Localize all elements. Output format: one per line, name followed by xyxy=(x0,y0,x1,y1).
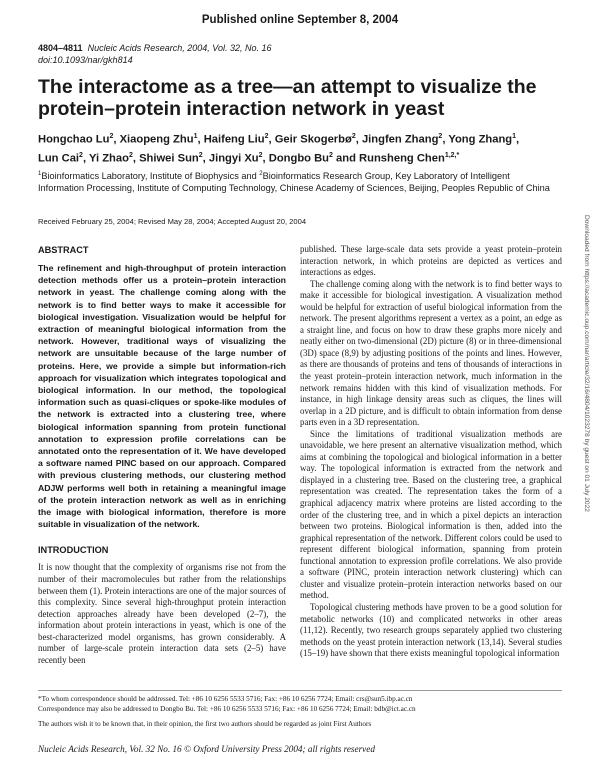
author-affiliation-marker: 2 xyxy=(198,151,203,159)
body-paragraph-3: Since the limitations of traditional visualization methods are unavoidable, we here present an alternative visualization method, which aims at combining the topological and biological information in a better way. The topological information is extracted from the network and displayed in a clustering tree. Based on the clustering tree, a graphical representation was created. The representation takes the form of a graphical adjacency matrix where proteins are listed according to the order of the clustering tree, and in which a pixel depicts an interaction between two proteins. Biological information is then, added into the graphical representation of the network. Different colors could be used to represent different biological information, spanning from protein functional annotation to expression profile correlations. We also provide a software (PINC, protein interaction network clustering) which can cluster and visualize protein–protein interaction networks based on our method. xyxy=(300,428,562,601)
author-affiliation-marker: 1,2,* xyxy=(444,151,460,159)
affil-marker-1: 1 xyxy=(38,171,42,177)
page-range: 4804–4811 xyxy=(38,43,83,53)
body-paragraph-2: The challenge coming along with the network is to find better ways to make it accessible for biological investigation. A visualization method would be helpful for extraction of useful biological information from the network. The present algorithms represent a vertex as a point, an edge as a straight line, and focus on how to draw these graphs more nicely and neatly either on two-dimensional (2D) picture (8) or in three-dimensional (3D) space (8,9) by adjusting positions of the points and lines. However, as there are thousands of proteins and tens of thousands of interactions in the yeast protein–protein interaction network, much information in the network remains hidden with this kind of visualization methods. For instance, in high linkage density areas such as cliques, the lines will overlap in a 2D picture, and is difficult to obtain information from dense parts even in a 3D representation. xyxy=(300,278,562,428)
author-name: Jingfen Zhang xyxy=(361,133,439,146)
footnote-corresponding: *To whom correspondence should be addressed. Tel: +86 10 6256 5533 5716; Fax: +86 10 6256 7724; Email: crs@sun5.ibp.ac.cn xyxy=(38,695,413,703)
introduction-text: It is now thought that the complexity of organisms rise not from the number of their macromolecules but rather from the relationships between them (1). Protein interactions are one of the major sources of this complexity. Since several high-throughput protein interaction detection approaches already have been developed (2–7), the information about protein interactions in yeast, which is one of the best-characterized model organisms, has grown considerably. A number of large-scale protein interaction data sets (2–5) have recently been xyxy=(38,562,286,665)
body-paragraph-1: published. These large-scale data sets provide a yeast protein–protein interaction network, in which proteins are depicted as vertices and interactions as edges. xyxy=(300,244,562,278)
author-affiliation-marker: 1 xyxy=(512,133,517,140)
received-dates: Received February 25, 2004; Revised May 28, 2004; Accepted August 20, 2004 xyxy=(38,217,307,226)
affiliations xyxy=(38,168,558,194)
footnote-divider xyxy=(38,690,562,691)
author-name: Lun Cai xyxy=(38,152,80,165)
author-affiliation-marker: 2 xyxy=(351,133,356,140)
author-affiliation-marker: 2 xyxy=(79,151,83,159)
page-footer: Nucleic Acids Research, Vol. 32 No. 16 © Oxford University Press 2004; all rights reserved xyxy=(38,744,375,754)
affil-text-2: Bioinformatics Research Group, Key Laboratory of Intelligent Information Processing, Institute of Computing Technology, Chinese Academy of Sciences, Beijing, Peoples Republic of China xyxy=(38,171,550,194)
download-watermark: Downloaded from https://academic.oup.com/nar/article/32/16/4804/1023278 by guest on 01 July 2022 xyxy=(583,215,590,512)
footnote-joint-authors: The authors wish it to be known that, in their opinion, the first two authors should be regarded as joint First Authors xyxy=(38,720,372,728)
author-name: Dongbo Bu xyxy=(268,152,330,165)
author-name: Jingyi Xu xyxy=(208,152,259,165)
author-line-1: Hongchao Lu$^2$, Xiaopeng Zhu$^1$, Haifeng Liu$^2$, Geir Skogerbø$^2$, Jingfen Zhang$^2$, Yong Zhang$^1$, xyxy=(38,133,520,146)
affil-text-1: Bioinformatics Laboratory, Institute of Biophysics and xyxy=(41,171,260,182)
author-name: Shiwei Sun xyxy=(139,152,199,165)
author-affiliation-marker: 2 xyxy=(109,133,114,140)
author-name: Yi Zhao xyxy=(88,152,129,165)
author-affiliation-marker: 2 xyxy=(128,151,133,159)
author-affiliation-marker: 1 xyxy=(193,133,198,140)
author-list xyxy=(38,129,568,166)
author-name: Geir Skogerbø xyxy=(274,133,352,146)
author-affiliation-marker: 2 xyxy=(264,133,269,140)
affil-marker-2: 2 xyxy=(259,171,263,177)
footnotes xyxy=(38,695,562,730)
author-affiliation-marker: 2 xyxy=(329,151,333,159)
author-line-2: Lun Cai$^2$, Yi Zhao$^2$, Shiwei Sun$^2$, Jingyi Xu$^2$, Dongbo Bu$^2$ and Runsheng Chen$^{1,2,*}$ xyxy=(38,151,460,165)
left-column xyxy=(38,244,286,666)
author-name: Yong Zhang xyxy=(448,133,513,146)
author-name: Hongchao Lu xyxy=(38,133,110,146)
author-affiliation-marker: 2 xyxy=(438,133,443,140)
journal-citation xyxy=(38,42,272,66)
abstract-text: The refinement and high-throughput of protein interaction detection methods offer us a protein–protein interaction network in yeast. The challenge coming along with the network is to find better ways to make it accessible for biological investigation. Visualization would be helpful for extraction of meaningful biological information from the network. However, traditional ways of visualizing the network are unsuitable because of the large number of proteins. Here, we provide a simple but information-rich approach for visualization which integrates topological and biological information. In our method, the topological information such as quasi-cliques or spoke-like modules of the network is extracted into a clustering tree, where biological information spanning from protein functional annotation to expression profile correlations can be annotated onto the representation of it. We have developed a software named PINC based on our approach. Compared with previous clustering methods, our clustering method ADJW performs well both in retaining a meaningful image of the protein interaction network as well as in enriching the image with biological information, therefore is more suitable in visualization of the network. xyxy=(38,263,286,530)
author-name: Haifeng Liu xyxy=(203,133,265,146)
doi[interactable]: doi:10.1093/nar/gkh814 xyxy=(38,55,133,65)
journal-name: Nucleic Acids Research, 2004, Vol. 32, No. 16 xyxy=(87,43,272,53)
author-affiliation-marker: 2 xyxy=(258,151,263,159)
body-paragraph-4: Topological clustering methods have proven to be a good solution for metabolic networks (10) and complicated networks in other areas (11,12). Recently, two research groups separately applied two clustering methods on the yeast protein interaction network (13,14). Several studies (15–19) have shown that there exists meaningful topological information xyxy=(300,601,562,659)
footnote-correspondence-also: Correspondence may also be addressed to Dongbo Bu. Tel: +86 10 6256 5533 5716; Fax: +86 10 6256 7724; Email: bdb@ict.ac.cn xyxy=(38,704,416,713)
article-title: The interactome as a tree—an attempt to visualize the protein–protein interaction network in yeast xyxy=(38,76,537,120)
author-name: Runsheng Chen xyxy=(359,152,445,165)
author-name: Xiaopeng Zhu xyxy=(119,133,194,146)
right-column xyxy=(300,244,562,660)
introduction-heading: INTRODUCTION xyxy=(38,545,109,556)
published-online-banner: Published online September 8, 2004 xyxy=(201,14,399,26)
abstract-heading: ABSTRACT xyxy=(38,245,89,255)
